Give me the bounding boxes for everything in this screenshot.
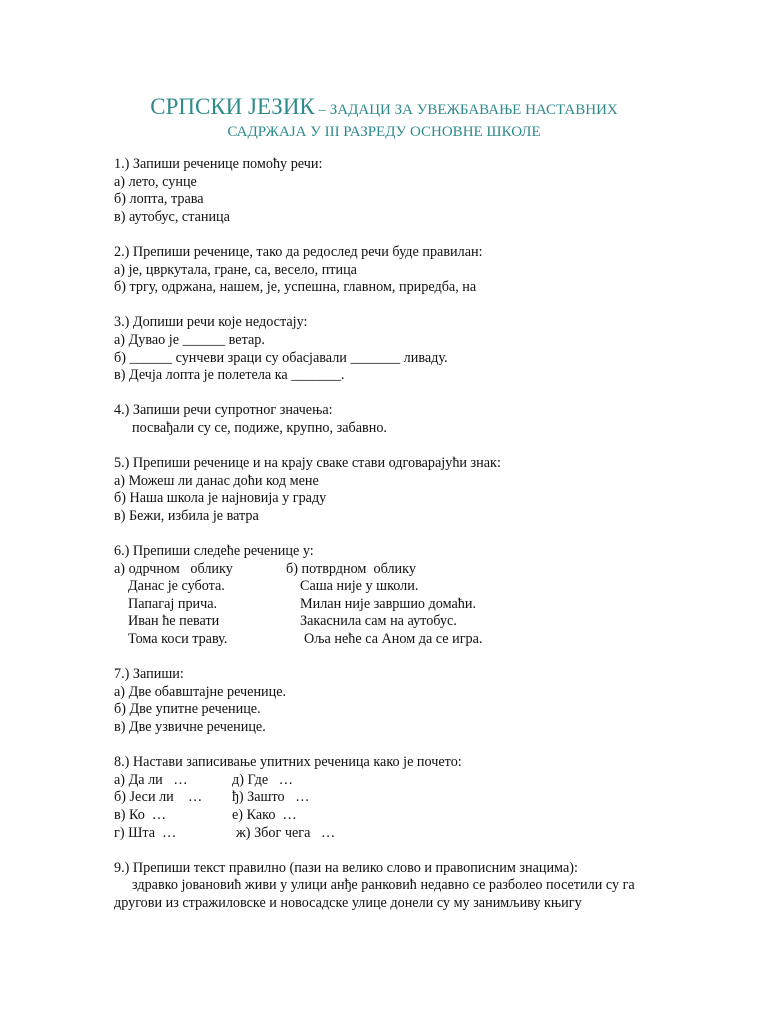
task-item: б) лопта, трава — [114, 191, 204, 208]
task-heading: 6.) Препиши следеће реченице у: — [114, 543, 314, 560]
task-6-column-headers — [114, 561, 674, 579]
sentence-a: Тома коси траву. — [128, 631, 228, 648]
title-subtitle-line2: САДРЖАЈА У III РАЗРЕДУ ОСНОВНЕ ШКОЛЕ — [227, 124, 541, 140]
question-start-a: в) Ко … — [114, 806, 167, 823]
question-start-b: д) Где … — [232, 771, 293, 788]
task-heading: 3.) Допиши речи које недостају: — [114, 314, 308, 331]
task-item: а) Можеш ли данас доћи код мене — [114, 472, 319, 489]
task-2 — [114, 244, 674, 297]
task-heading: 1.) Запиши реченице помоћу речи: — [114, 156, 323, 172]
task-item: а) Дувао је ______ ветар. — [114, 331, 265, 348]
title-subtitle-line1: ЗАДАЦИ ЗА УВЕЖБАВАЊЕ НАСТАВНИХ — [329, 102, 618, 118]
task-item: а) Две обавштајне реченице. — [114, 683, 287, 700]
task-item: в) Бежи, избила је ватра — [114, 507, 259, 524]
task-9 — [114, 860, 674, 913]
task-6-row — [114, 631, 674, 649]
title-dash: – — [314, 102, 330, 118]
sentence-a: Данас је субота. — [128, 578, 225, 595]
page-title — [0, 96, 768, 143]
task-7 — [114, 666, 674, 736]
sentence-b: Оља неће са Аном да се игра. — [304, 631, 483, 648]
question-start-b: ж) Због чега … — [236, 824, 336, 841]
column-b-label: б) потврдном облику — [286, 560, 416, 577]
task-3 — [114, 314, 674, 384]
task-item: б) ______ сунчеви зраци су обасјавали _______ ливаду. — [114, 349, 448, 366]
task-6 — [114, 543, 674, 649]
task-item: в) Две узвичне реченице. — [114, 719, 266, 735]
task-item: б) тргу, одржана, нашем, је, успешна, главном, приредба, на — [114, 279, 477, 296]
column-a-label: а) одрчном облику — [114, 560, 233, 577]
question-start-b: ђ) Зашто … — [232, 789, 310, 806]
task-item: а) је, цвркутала, гране, са, весело, птица — [114, 261, 357, 278]
sentence-b: Саша није у школи. — [300, 578, 419, 595]
task-words: посвађали су се, подиже, крупно, забавно. — [132, 419, 387, 436]
task-9-text: здравко јовановић живи у улици анђе ранковић недавно се разболео посетили су га другови из стражиловске и новосадске улице донели су му занимљиву књигу — [114, 877, 635, 911]
task-item: в) Дечја лопта је полетела ка _______. — [114, 367, 345, 384]
task-item: б) Две упитне реченице. — [114, 701, 261, 718]
task-8-row — [114, 825, 674, 843]
question-start-b: е) Како … — [232, 806, 297, 823]
task-6-row — [114, 613, 674, 631]
task-heading: 7.) Запиши: — [114, 666, 184, 683]
task-1 — [114, 156, 674, 226]
task-8-row — [114, 772, 674, 790]
task-heading: 2.) Препиши реченице, тако да редослед речи буде правилан: — [114, 243, 483, 260]
question-start-a: г) Шта … — [114, 824, 177, 841]
sentence-a: Иван ће певати — [128, 613, 220, 630]
task-heading: 5.) Препиши реченице и на крају сваке стави одговарајући знак: — [114, 455, 501, 472]
sentence-b: Милан није завршио домаћи. — [300, 595, 476, 612]
task-8-row — [114, 807, 674, 825]
question-start-a: б) Јеси ли … — [114, 789, 203, 806]
task-8-row — [114, 789, 674, 807]
task-item: в) аутобус, станица — [114, 208, 230, 225]
task-5 — [114, 455, 674, 525]
task-item: б) Наша школа је најновија у граду — [114, 490, 327, 507]
task-6-row — [114, 596, 674, 614]
task-6-row — [114, 578, 674, 596]
question-start-a: а) Да ли … — [114, 771, 188, 788]
task-heading: 4.) Запиши речи супротног значења: — [114, 402, 333, 419]
task-4 — [114, 402, 674, 437]
sentence-b: Закаснила сам на аутобус. — [300, 613, 457, 630]
tasks-content — [114, 156, 674, 930]
task-8 — [114, 754, 674, 842]
title-main: СРПСКИ ЈЕЗИК — [150, 94, 315, 119]
task-item: а) лето, сунце — [114, 173, 197, 190]
sentence-a: Папагај прича. — [128, 595, 218, 612]
task-heading: 9.) Препиши текст правилно (пази на велико слово и правописним знацима): — [114, 859, 578, 876]
task-heading: 8.) Настави записивање упитних реченица како је почето: — [114, 754, 462, 771]
